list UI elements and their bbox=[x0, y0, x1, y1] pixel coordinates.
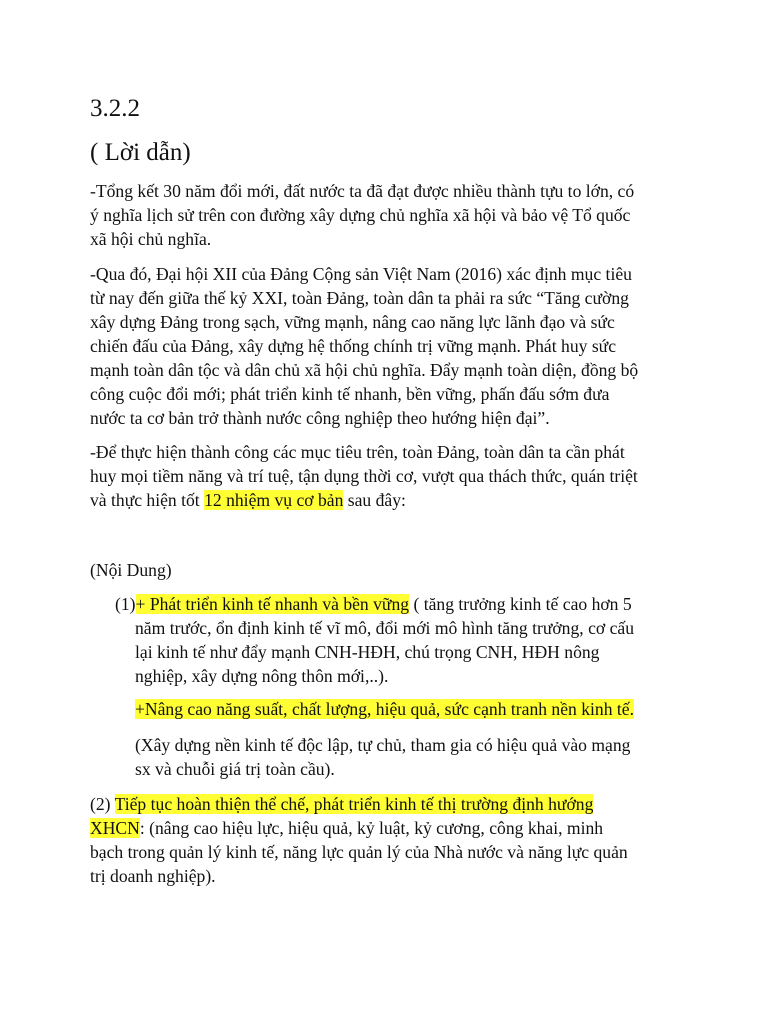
text-segment: ( tăng trưởng kinh tế cao hơn 5 bbox=[409, 594, 632, 614]
section-number: 3.2.2 bbox=[90, 95, 140, 122]
text-line: trị doanh nghiệp). bbox=[90, 866, 216, 886]
text-line: huy mọi tiềm năng và trí tuệ, tận dụng thời cơ, vượt qua thách thức, quán triệt bbox=[90, 466, 638, 486]
text-line bbox=[135, 697, 675, 721]
task-item-1 bbox=[115, 592, 675, 616]
text-line: xây dựng Đảng trong sạch, vững mạnh, nâng cao năng lực lãnh đạo và sức bbox=[90, 312, 615, 332]
text-line: mạnh toàn dân tộc và dân chủ xã hội chủ nghĩa. Đẩy mạnh toàn diện, đồng bộ bbox=[90, 360, 639, 380]
text-line: bạch trong quản lý kinh tế, năng lực quản lý của Nhà nước và năng lực quản bbox=[90, 842, 628, 862]
text-line: -Qua đó, Đại hội XII của Đảng Cộng sản Việt Nam (2016) xác định mục tiêu bbox=[90, 264, 632, 284]
highlighted-text: Tiếp tục hoàn thiện thể chế, phát triển kinh tế thị trường định hướng bbox=[114, 794, 594, 814]
text-line: lại kinh tế như đẩy mạnh CNH-HĐH, chú trọng CNH, HĐH nông bbox=[135, 642, 600, 662]
paragraph-tasks-intro bbox=[90, 440, 680, 512]
highlighted-text: +Nâng cao năng suất, chất lượng, hiệu quả, sức cạnh tranh nền kinh tế. bbox=[135, 699, 635, 719]
text-line: công cuộc đổi mới; phát triển kinh tế nhanh, bền vững, phấn đấu sớm đưa bbox=[90, 384, 610, 404]
text-line bbox=[115, 592, 675, 616]
task-item-1-note bbox=[135, 733, 675, 781]
text-line: -Tổng kết 30 năm đổi mới, đất nước ta đã đạt được nhiều thành tựu to lớn, có bbox=[90, 181, 635, 201]
highlighted-text: + Phát triển kinh tế nhanh và bền vững bbox=[135, 594, 410, 614]
text-segment: và thực hiện tốt bbox=[90, 490, 205, 510]
text-line: từ nay đến giữa thế kỷ XXI, toàn Đảng, toàn dân ta phải ra sức “Tăng cường bbox=[90, 288, 629, 308]
task-item-1-sub bbox=[135, 697, 675, 721]
content-label bbox=[90, 558, 680, 582]
task-item-2 bbox=[90, 792, 680, 888]
item-number: (1) bbox=[115, 594, 136, 614]
text-line: ý nghĩa lịch sử trên con đường xây dựng chủ nghĩa xã hội và bảo vệ Tổ quốc bbox=[90, 205, 631, 225]
paragraph-congress-goals bbox=[90, 262, 680, 430]
highlighted-text: XHCN bbox=[90, 818, 140, 838]
text-line bbox=[90, 816, 680, 840]
text-line: (Xây dựng nền kinh tế độc lập, tự chủ, tham gia có hiệu quả vào mạng bbox=[135, 735, 631, 755]
text-line: năm trước, ổn định kinh tế vĩ mô, đổi mới mô hình tăng trưởng, cơ cấu bbox=[135, 618, 634, 638]
text-line bbox=[90, 792, 680, 816]
text-line bbox=[90, 488, 680, 512]
text-line: nước ta cơ bản trở thành nước công nghiệp theo hướng hiện đại”. bbox=[90, 408, 550, 428]
paragraph-summary bbox=[90, 179, 680, 251]
highlighted-text: 12 nhiệm vụ cơ bản bbox=[204, 490, 344, 510]
text-segment: sau đây: bbox=[343, 490, 406, 510]
text-line: chiến đấu của Đảng, xây dựng hệ thống chính trị vững mạnh. Phát huy sức bbox=[90, 336, 617, 356]
section-subtitle: ( Lời dẫn) bbox=[90, 139, 191, 166]
task-item-1-detail bbox=[135, 616, 675, 688]
item-number: (2) bbox=[90, 794, 115, 814]
text-line: nghiệp, xây dựng nông thôn mới,..). bbox=[135, 666, 389, 686]
text-line: xã hội chủ nghĩa. bbox=[90, 229, 212, 249]
text-line: -Để thực hiện thành công các mục tiêu trên, toàn Đảng, toàn dân ta cần phát bbox=[90, 442, 625, 462]
text-segment: : (nâng cao hiệu lực, hiệu quả, kỷ luật, kỷ cương, công khai, minh bbox=[139, 818, 604, 838]
text-line: (Nội Dung) bbox=[90, 560, 172, 580]
text-line: sx và chuỗi giá trị toàn cầu). bbox=[135, 759, 335, 779]
